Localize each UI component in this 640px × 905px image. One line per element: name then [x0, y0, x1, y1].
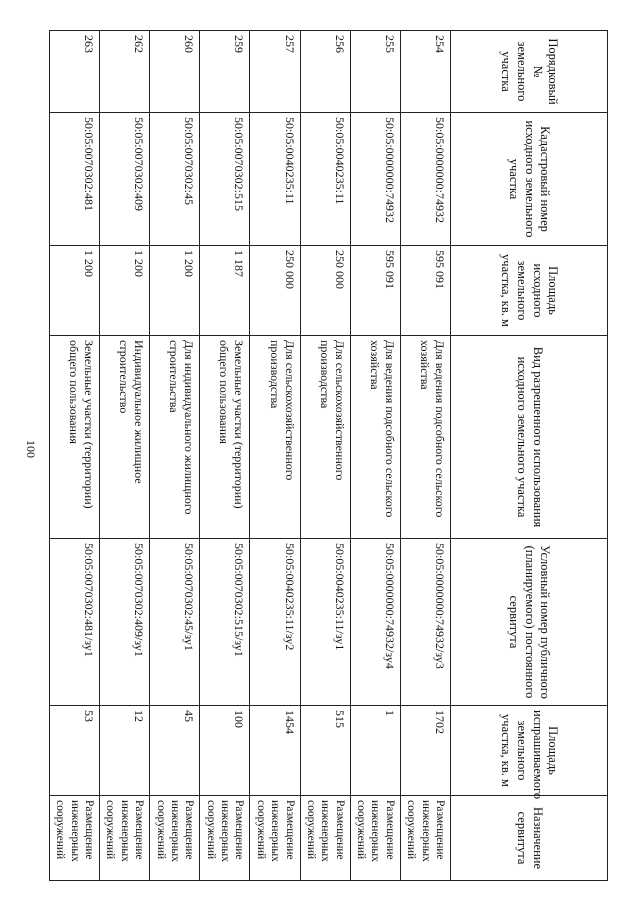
cell-cadastral-number: 50:05:0000000:74932	[350, 113, 400, 246]
cell-servitude-purpose: Размещение инженерных сооружений	[250, 796, 300, 881]
table-row	[400, 31, 450, 881]
cell-permitted-use: Земельные участки (территории) общего пользования	[200, 336, 250, 539]
cell-source-area: 595 091	[400, 246, 450, 336]
cell-servitude-purpose: Размещение инженерных сооружений	[50, 796, 100, 881]
cell-servitude-number: 50:05:0070302:45/зу1	[150, 539, 200, 706]
header-source-area: Площадь исходного земельного участка, кв. м	[451, 246, 608, 336]
page-number: 100	[24, 440, 38, 458]
cell-servitude-number: 50:05:0070302:515/зу1	[200, 539, 250, 706]
header-servitude-number: Условный номер публичного (планируемого) постоянного сервитута	[451, 539, 608, 706]
cell-servitude-purpose: Размещение инженерных сооружений	[100, 796, 150, 881]
cell-permitted-use: Для сельскохозяйственного производства	[250, 336, 300, 539]
cell-servitude-number: 50:05:0040235:11/зу2	[250, 539, 300, 706]
rotated-table-container	[54, 30, 608, 880]
cell-requested-area: 1454	[250, 706, 300, 796]
cell-cadastral-number: 50:05:0000000:74932	[400, 113, 450, 246]
table-row	[100, 31, 150, 881]
table-row	[150, 31, 200, 881]
header-plot-number: Порядковый № земельного участка	[451, 31, 608, 113]
cell-plot-number: 256	[300, 31, 350, 113]
cell-source-area: 250 000	[250, 246, 300, 336]
cell-servitude-purpose: Размещение инженерных сооружений	[350, 796, 400, 881]
cell-servitude-number: 50:05:0070302:481/зу1	[50, 539, 100, 706]
cell-cadastral-number: 50:05:0070302:481	[50, 113, 100, 246]
cell-servitude-number: 50:05:0000000:74932/зу4	[350, 539, 400, 706]
cell-cadastral-number: 50:05:0040235:11	[300, 113, 350, 246]
cell-requested-area: 1702	[400, 706, 450, 796]
table-row	[350, 31, 400, 881]
cell-servitude-number: 50:05:0040235:11/зу1	[300, 539, 350, 706]
header-permitted-use: Вид разрешенного использования исходного земельного участка	[451, 336, 608, 539]
cell-permitted-use: Для ведения подсобного сельского хозяйства	[350, 336, 400, 539]
cell-requested-area: 53	[50, 706, 100, 796]
cell-plot-number: 260	[150, 31, 200, 113]
cell-requested-area: 100	[200, 706, 250, 796]
cell-servitude-purpose: Размещение инженерных сооружений	[400, 796, 450, 881]
cell-source-area: 1 187	[200, 246, 250, 336]
cell-plot-number: 262	[100, 31, 150, 113]
table-row	[50, 31, 100, 881]
table-row	[300, 31, 350, 881]
cell-requested-area: 515	[300, 706, 350, 796]
cell-requested-area: 12	[100, 706, 150, 796]
cell-permitted-use: Индивидуальное жилищное строительство	[100, 336, 150, 539]
cell-permitted-use: Для сельскохозяйственного производства	[300, 336, 350, 539]
cell-servitude-number: 50:05:0000000:74932/зу3	[400, 539, 450, 706]
cell-plot-number: 257	[250, 31, 300, 113]
header-servitude-purpose: Назначение сервитута	[451, 796, 608, 881]
cell-plot-number: 259	[200, 31, 250, 113]
cell-permitted-use: Земельные участки (территории) общего пользования	[50, 336, 100, 539]
cell-source-area: 1 200	[50, 246, 100, 336]
cell-servitude-number: 50:05:0070302:409/зу1	[100, 539, 150, 706]
cell-requested-area: 45	[150, 706, 200, 796]
cell-plot-number: 255	[350, 31, 400, 113]
cell-servitude-purpose: Размещение инженерных сооружений	[150, 796, 200, 881]
cell-servitude-purpose: Размещение инженерных сооружений	[200, 796, 250, 881]
cell-plot-number: 254	[400, 31, 450, 113]
cell-cadastral-number: 50:05:0040235:11	[250, 113, 300, 246]
cell-requested-area: 1	[350, 706, 400, 796]
cell-permitted-use: Для индивидуального жилищного строительства	[150, 336, 200, 539]
cell-cadastral-number: 50:05:0070302:409	[100, 113, 150, 246]
cell-cadastral-number: 50:05:0070302:45	[150, 113, 200, 246]
table-row	[250, 31, 300, 881]
table-row	[200, 31, 250, 881]
table-header	[451, 31, 608, 881]
cell-source-area: 595 091	[350, 246, 400, 336]
cell-source-area: 250 000	[300, 246, 350, 336]
cell-cadastral-number: 50:05:0070302:515	[200, 113, 250, 246]
cell-source-area: 1 200	[150, 246, 200, 336]
cell-plot-number: 263	[50, 31, 100, 113]
cell-permitted-use: Для ведения подсобного сельского хозяйства	[400, 336, 450, 539]
cell-servitude-purpose: Размещение инженерных сооружений	[300, 796, 350, 881]
header-requested-area: Площадь испрашиваемого земельного участка, кв. м	[451, 706, 608, 796]
cell-source-area: 1 200	[100, 246, 150, 336]
header-cadastral-number: Кадастровый номер исходного земельного участка	[451, 113, 608, 246]
table-body	[50, 31, 451, 881]
servitude-table	[49, 30, 608, 881]
